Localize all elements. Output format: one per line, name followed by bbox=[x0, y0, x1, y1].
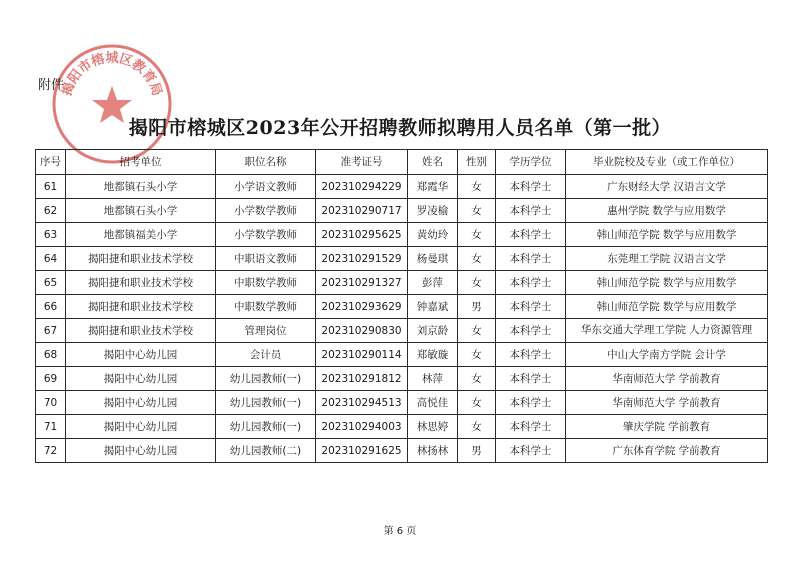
cell-seq: 71 bbox=[36, 415, 66, 439]
cell-position: 中职数学教师 bbox=[216, 295, 316, 319]
cell-school: 华南师范大学 学前教育 bbox=[566, 367, 768, 391]
table-row bbox=[36, 295, 768, 319]
document-title: 揭阳市榕城区2023年公开招聘教师拟聘用人员名单（第一批） bbox=[128, 117, 672, 139]
cell-unit: 揭阳捷和职业技术学校 bbox=[66, 295, 216, 319]
cell-school: 华南师范大学 学前教育 bbox=[566, 391, 768, 415]
header-name: 姓名 bbox=[408, 150, 458, 175]
header-education: 学历学位 bbox=[496, 150, 566, 175]
cell-exam-no: 202310290830 bbox=[316, 319, 408, 343]
header-exam-no: 准考证号 bbox=[316, 150, 408, 175]
table-row bbox=[36, 367, 768, 391]
attachment-label: 附件 bbox=[38, 78, 65, 93]
official-seal bbox=[50, 42, 174, 166]
cell-position: 幼儿园教师(二) bbox=[216, 439, 316, 463]
cell-name: 高悦佳 bbox=[408, 391, 458, 415]
cell-education: 本科学士 bbox=[496, 343, 566, 367]
cell-gender: 女 bbox=[458, 223, 496, 247]
cell-exam-no: 202310291529 bbox=[316, 247, 408, 271]
cell-exam-no: 202310291625 bbox=[316, 439, 408, 463]
cell-gender: 女 bbox=[458, 247, 496, 271]
header-gender: 性别 bbox=[458, 150, 496, 175]
cell-name: 彭萍 bbox=[408, 271, 458, 295]
cell-position: 会计员 bbox=[216, 343, 316, 367]
cell-name: 杨曼琪 bbox=[408, 247, 458, 271]
cell-unit: 揭阳中心幼儿园 bbox=[66, 367, 216, 391]
cell-education: 本科学士 bbox=[496, 415, 566, 439]
cell-position: 幼儿园教师(一) bbox=[216, 415, 316, 439]
cell-seq: 65 bbox=[36, 271, 66, 295]
table-row bbox=[36, 199, 768, 223]
header-position: 职位名称 bbox=[216, 150, 316, 175]
cell-education: 本科学士 bbox=[496, 319, 566, 343]
cell-gender: 女 bbox=[458, 319, 496, 343]
cell-unit: 揭阳中心幼儿园 bbox=[66, 415, 216, 439]
cell-education: 本科学士 bbox=[496, 439, 566, 463]
cell-position: 小学数学教师 bbox=[216, 223, 316, 247]
header-seq: 序号 bbox=[36, 150, 66, 175]
cell-unit: 揭阳中心幼儿园 bbox=[66, 343, 216, 367]
cell-exam-no: 202310291812 bbox=[316, 367, 408, 391]
cell-education: 本科学士 bbox=[496, 295, 566, 319]
cell-name: 郑霞华 bbox=[408, 175, 458, 199]
hiring-roster-table bbox=[35, 149, 768, 463]
cell-seq: 70 bbox=[36, 391, 66, 415]
table-row bbox=[36, 271, 768, 295]
cell-education: 本科学士 bbox=[496, 271, 566, 295]
cell-school: 肇庆学院 学前教育 bbox=[566, 415, 768, 439]
cell-education: 本科学士 bbox=[496, 175, 566, 199]
cell-school: 广东财经大学 汉语言文学 bbox=[566, 175, 768, 199]
cell-gender: 女 bbox=[458, 391, 496, 415]
seal-text: 揭阳市榕城区教育局 bbox=[59, 51, 165, 98]
cell-gender: 女 bbox=[458, 343, 496, 367]
cell-school: 惠州学院 数学与应用数学 bbox=[566, 199, 768, 223]
header-school: 毕业院校及专业（或工作单位） bbox=[566, 150, 768, 175]
cell-exam-no: 202310290114 bbox=[316, 343, 408, 367]
cell-school: 韩山师范学院 数学与应用数学 bbox=[566, 271, 768, 295]
cell-name: 黄幼玲 bbox=[408, 223, 458, 247]
cell-seq: 62 bbox=[36, 199, 66, 223]
cell-exam-no: 202310293629 bbox=[316, 295, 408, 319]
cell-position: 幼儿园教师(一) bbox=[216, 367, 316, 391]
cell-seq: 68 bbox=[36, 343, 66, 367]
cell-gender: 女 bbox=[458, 415, 496, 439]
cell-seq: 69 bbox=[36, 367, 66, 391]
cell-exam-no: 202310294229 bbox=[316, 175, 408, 199]
cell-unit: 地都镇福美小学 bbox=[66, 223, 216, 247]
cell-position: 小学语文教师 bbox=[216, 175, 316, 199]
cell-unit: 揭阳捷和职业技术学校 bbox=[66, 271, 216, 295]
cell-position: 幼儿园教师(一) bbox=[216, 391, 316, 415]
cell-name: 林思婷 bbox=[408, 415, 458, 439]
cell-seq: 61 bbox=[36, 175, 66, 199]
cell-unit: 揭阳中心幼儿园 bbox=[66, 391, 216, 415]
cell-school: 东莞理工学院 汉语言文学 bbox=[566, 247, 768, 271]
table-header-row bbox=[36, 150, 768, 175]
cell-unit: 揭阳中心幼儿园 bbox=[66, 439, 216, 463]
cell-position: 管理岗位 bbox=[216, 319, 316, 343]
cell-exam-no: 202310290717 bbox=[316, 199, 408, 223]
cell-exam-no: 202310294003 bbox=[316, 415, 408, 439]
cell-position: 中职语文教师 bbox=[216, 247, 316, 271]
cell-seq: 72 bbox=[36, 439, 66, 463]
cell-unit: 地都镇石头小学 bbox=[66, 175, 216, 199]
cell-gender: 女 bbox=[458, 367, 496, 391]
table-row bbox=[36, 391, 768, 415]
table-row bbox=[36, 175, 768, 199]
cell-education: 本科学士 bbox=[496, 199, 566, 223]
table-row bbox=[36, 223, 768, 247]
table-row bbox=[36, 343, 768, 367]
cell-name: 林萍 bbox=[408, 367, 458, 391]
cell-unit: 揭阳捷和职业技术学校 bbox=[66, 247, 216, 271]
cell-school: 韩山师范学院 数学与应用数学 bbox=[566, 223, 768, 247]
cell-gender: 男 bbox=[458, 439, 496, 463]
cell-gender: 女 bbox=[458, 271, 496, 295]
cell-school: 广东体育学院 学前教育 bbox=[566, 439, 768, 463]
cell-school: 韩山师范学院 数学与应用数学 bbox=[566, 295, 768, 319]
cell-education: 本科学士 bbox=[496, 223, 566, 247]
cell-seq: 63 bbox=[36, 223, 66, 247]
cell-exam-no: 202310291327 bbox=[316, 271, 408, 295]
cell-name: 郑敏璇 bbox=[408, 343, 458, 367]
cell-school: 中山大学南方学院 会计学 bbox=[566, 343, 768, 367]
cell-name: 罗凌榆 bbox=[408, 199, 458, 223]
cell-name: 刘京龄 bbox=[408, 319, 458, 343]
cell-gender: 女 bbox=[458, 199, 496, 223]
cell-unit: 地都镇石头小学 bbox=[66, 199, 216, 223]
cell-position: 小学数学教师 bbox=[216, 199, 316, 223]
table-row bbox=[36, 415, 768, 439]
cell-school: 华东交通大学理工学院 人力资源管理 bbox=[566, 319, 768, 343]
cell-exam-no: 202310295625 bbox=[316, 223, 408, 247]
cell-unit: 揭阳捷和职业技术学校 bbox=[66, 319, 216, 343]
cell-education: 本科学士 bbox=[496, 247, 566, 271]
cell-gender: 女 bbox=[458, 175, 496, 199]
cell-seq: 66 bbox=[36, 295, 66, 319]
cell-seq: 64 bbox=[36, 247, 66, 271]
table-row bbox=[36, 439, 768, 463]
table-row bbox=[36, 319, 768, 343]
header-unit: 招考单位 bbox=[66, 150, 216, 175]
cell-name: 钟嘉斌 bbox=[408, 295, 458, 319]
cell-gender: 男 bbox=[458, 295, 496, 319]
cell-name: 林扬林 bbox=[408, 439, 458, 463]
table-row bbox=[36, 247, 768, 271]
cell-seq: 67 bbox=[36, 319, 66, 343]
cell-education: 本科学士 bbox=[496, 367, 566, 391]
cell-position: 中职数学教师 bbox=[216, 271, 316, 295]
page-number: 第 6 页 bbox=[383, 526, 417, 537]
cell-exam-no: 202310294513 bbox=[316, 391, 408, 415]
cell-education: 本科学士 bbox=[496, 391, 566, 415]
